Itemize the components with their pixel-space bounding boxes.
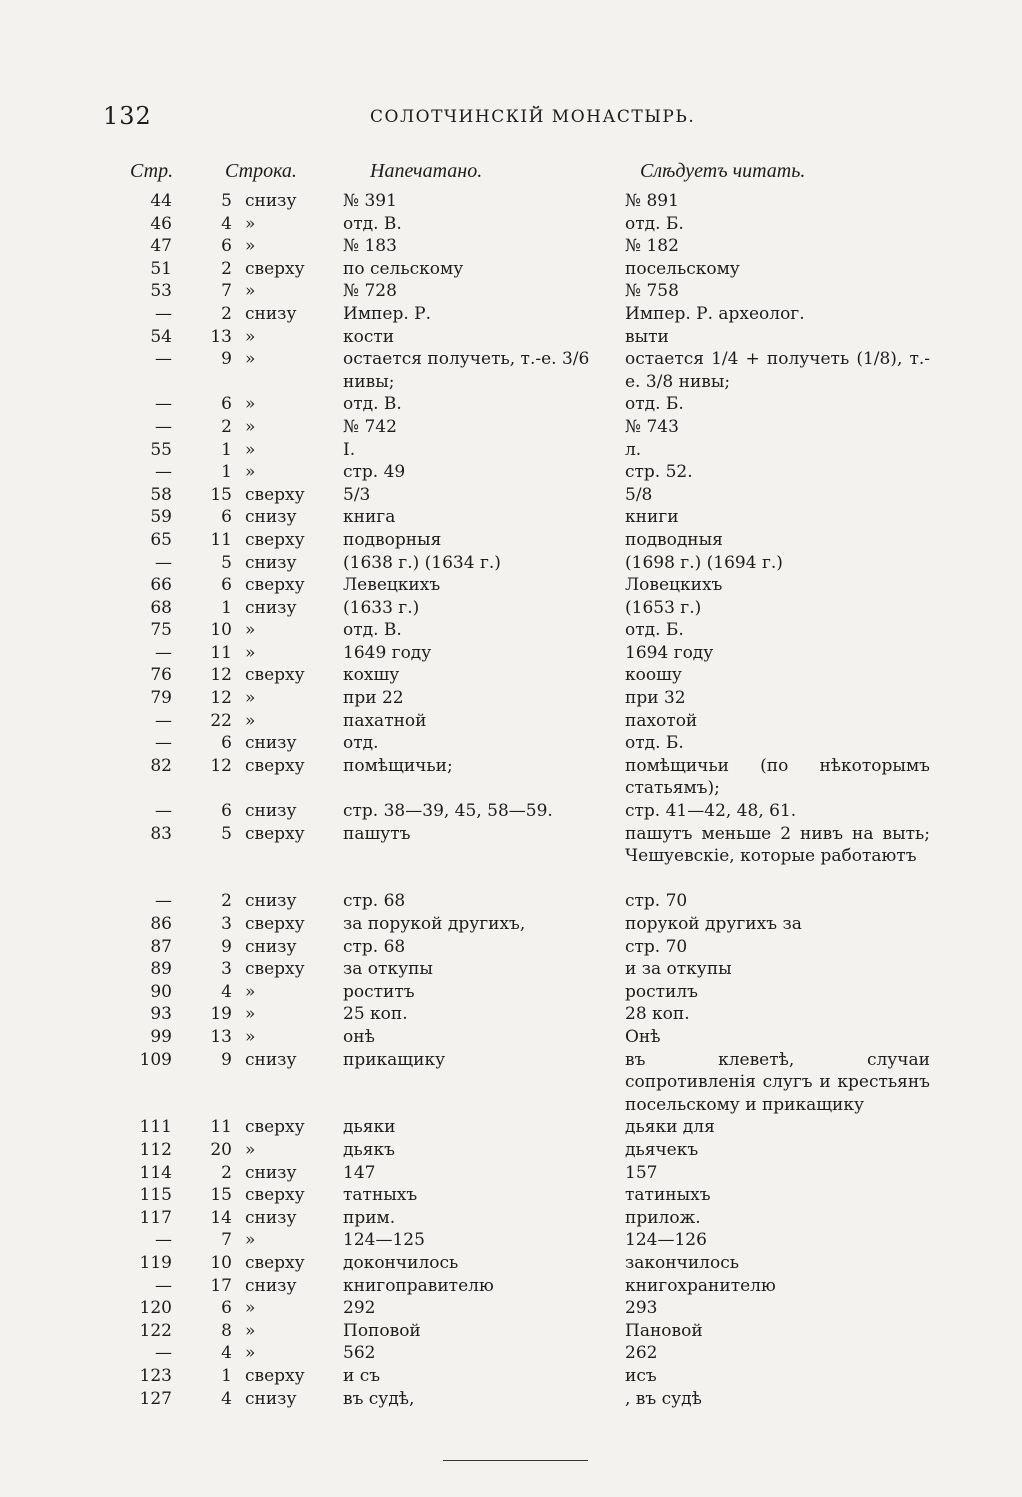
cell-correct: коошу [625, 665, 682, 686]
cell-line: 6 [221, 236, 232, 257]
cell-printed: 292 [343, 1298, 376, 1319]
cell-position: снизу [245, 1207, 297, 1228]
cell-correct: № 891 [625, 191, 679, 211]
cell-position: » [245, 688, 256, 709]
cell-line: 5 [221, 552, 232, 573]
cell-printed: № 183 [343, 236, 397, 257]
cell-position: сверху [245, 914, 305, 935]
cell-line: 14 [210, 1207, 232, 1228]
cell-position: » [245, 1004, 256, 1025]
cell-printed: стр. 38—39, 45, 58—59. [343, 801, 553, 822]
errata-row [0, 1388, 1022, 1411]
errata-row [0, 235, 1022, 258]
cell-page: — [155, 1230, 172, 1251]
cell-position: снизу [245, 891, 297, 912]
cell-line: 12 [210, 755, 232, 776]
cell-printed: дьяки [343, 1117, 396, 1138]
cell-line: 7 [221, 1230, 232, 1251]
errata-row [0, 1297, 1022, 1320]
cell-line: 2 [221, 303, 232, 324]
cell-printed: прим. [343, 1207, 396, 1228]
cell-page: — [155, 394, 172, 415]
cell-correct: татиныхъ [625, 1185, 711, 1206]
cell-position: » [245, 394, 256, 415]
cell-page: 68 [150, 597, 172, 618]
errata-row [0, 258, 1022, 281]
cell-printed: онѣ [343, 1026, 375, 1047]
cell-line: 10 [210, 1252, 232, 1273]
cell-printed: при 22 [343, 688, 404, 709]
cell-position: снизу [245, 801, 297, 822]
cell-printed: докончилось [343, 1252, 459, 1273]
errata-row [0, 1252, 1022, 1275]
cell-printed: дьякъ [343, 1139, 395, 1160]
cell-page: 46 [150, 213, 172, 234]
column-header-page: Стр. [130, 160, 174, 182]
cell-page: 117 [139, 1207, 172, 1228]
cell-correct: (1698 г.) (1694 г.) [625, 552, 783, 573]
cell-page: 54 [150, 326, 172, 347]
cell-line: 2 [221, 258, 232, 279]
cell-printed: I. [343, 439, 356, 460]
cell-correct: отд. Б. [625, 213, 684, 234]
cell-line: 4 [221, 213, 232, 234]
cell-line: 20 [210, 1139, 232, 1160]
cell-printed: и съ [343, 1365, 381, 1386]
errata-row [0, 755, 1022, 800]
cell-printed: за откупы [343, 959, 433, 980]
cell-line: 9 [221, 936, 232, 957]
cell-line: 6 [221, 575, 232, 596]
errata-row [0, 326, 1022, 349]
cell-page: 111 [139, 1117, 172, 1138]
cell-page: — [155, 1275, 172, 1296]
errata-row [0, 597, 1022, 620]
cell-position: снизу [245, 733, 297, 754]
cell-correct: 28 коп. [625, 1004, 690, 1025]
cell-printed: (1638 г.) (1634 г.) [343, 552, 501, 573]
cell-page: 119 [139, 1252, 172, 1273]
errata-row [0, 732, 1022, 755]
errata-row [0, 981, 1022, 1004]
cell-correct: при 32 [625, 688, 686, 709]
errata-row [0, 303, 1022, 326]
cell-printed: пашутъ [343, 823, 411, 844]
cell-line: 6 [221, 801, 232, 822]
cell-page: 47 [150, 236, 172, 257]
cell-correct: посельскому [625, 258, 740, 279]
cell-position: сверху [245, 575, 305, 596]
cell-line: 11 [210, 1117, 232, 1138]
cell-position: снизу [245, 507, 297, 528]
cell-line: 8 [221, 1320, 232, 1341]
errata-row [0, 1184, 1022, 1207]
cell-position: сверху [245, 1117, 305, 1138]
cell-line: 3 [221, 914, 232, 935]
cell-printed: татныхъ [343, 1185, 418, 1206]
cell-page: — [155, 349, 172, 370]
cell-line: 12 [210, 688, 232, 709]
errata-row [0, 1026, 1022, 1049]
cell-printed: № 728 [343, 281, 397, 302]
cell-line: 2 [221, 1162, 232, 1183]
cell-page: 55 [150, 439, 172, 460]
cell-correct: Ловецкихъ [625, 575, 723, 596]
cell-correct: закончилось [625, 1252, 739, 1273]
cell-printed: по сельскому [343, 258, 464, 279]
cell-line: 15 [210, 1185, 232, 1206]
cell-printed: 25 коп. [343, 1004, 408, 1025]
errata-table [0, 190, 1022, 1410]
errata-row [0, 1139, 1022, 1162]
cell-line: 22 [210, 710, 232, 731]
cell-printed: роститъ [343, 981, 415, 1002]
cell-printed: 5/3 [343, 484, 371, 505]
cell-page: 93 [150, 1004, 172, 1025]
cell-page: 120 [139, 1298, 172, 1319]
cell-line: 6 [221, 394, 232, 415]
cell-printed: книга [343, 507, 396, 528]
cell-printed: Импер. Р. [343, 303, 431, 324]
errata-row [0, 913, 1022, 936]
cell-position: » [245, 1298, 256, 1319]
cell-page: 44 [150, 191, 172, 211]
errata-row [0, 958, 1022, 981]
page-number: 132 [103, 102, 152, 130]
cell-correct: помѣщичьи (по нѣкоторымъ статьямъ); [625, 755, 930, 799]
cell-printed: остается получеть, т.-е. 3/6 нивы; [343, 349, 590, 392]
cell-correct: Пановой [625, 1320, 703, 1341]
cell-printed: отд. В. [343, 394, 402, 415]
errata-row [0, 1229, 1022, 1252]
cell-line: 1 [221, 1365, 232, 1386]
cell-printed: стр. 68 [343, 936, 406, 957]
cell-position: снизу [245, 552, 297, 573]
cell-page: 51 [150, 258, 172, 279]
cell-page: 115 [139, 1185, 172, 1206]
cell-correct: исъ [625, 1365, 657, 1386]
cell-position: снизу [245, 191, 297, 211]
cell-page: 90 [150, 981, 172, 1002]
cell-correct: Онѣ [625, 1026, 661, 1047]
cell-position: снизу [245, 303, 297, 324]
cell-correct: отд. Б. [625, 620, 684, 641]
cell-position: » [245, 710, 256, 731]
errata-row [0, 1049, 1022, 1117]
cell-correct: отд. Б. [625, 394, 684, 415]
cell-line: 9 [221, 1049, 232, 1070]
cell-line: 9 [221, 349, 232, 370]
cell-page: 114 [139, 1162, 172, 1183]
errata-row [0, 461, 1022, 484]
cell-position: сверху [245, 959, 305, 980]
errata-row [0, 416, 1022, 439]
cell-correct: (1653 г.) [625, 597, 702, 618]
errata-row [0, 800, 1022, 823]
cell-correct: и за откупы [625, 959, 732, 980]
errata-row [0, 823, 1022, 891]
cell-page: 112 [139, 1139, 172, 1160]
cell-position: » [245, 462, 256, 483]
cell-line: 6 [221, 507, 232, 528]
cell-page: 127 [139, 1388, 172, 1409]
cell-position: » [245, 642, 256, 663]
cell-position: снизу [245, 1049, 297, 1070]
cell-line: 5 [221, 823, 232, 844]
cell-page: 59 [150, 507, 172, 528]
cell-correct: 1694 году [625, 642, 714, 663]
cell-line: 19 [210, 1004, 232, 1025]
cell-page: — [155, 552, 172, 573]
cell-page: 83 [150, 823, 172, 844]
cell-correct: № 758 [625, 281, 679, 302]
errata-row [0, 1365, 1022, 1388]
cell-page: 87 [150, 936, 172, 957]
cell-printed: помѣщичьи; [343, 755, 453, 776]
cell-position: » [245, 416, 256, 437]
errata-row [0, 619, 1022, 642]
column-header-printed: Напечатано. [370, 160, 483, 182]
cell-correct: въ клеветѣ, случаи сопротивленія слугъ и крестьянъ посельскому и прикащику [625, 1049, 930, 1115]
cell-page: 76 [150, 665, 172, 686]
cell-position: » [245, 349, 256, 370]
cell-position: сверху [245, 258, 305, 279]
cell-page: — [155, 710, 172, 731]
cell-printed: стр. 68 [343, 891, 406, 912]
cell-correct: , въ судѣ [625, 1388, 702, 1409]
errata-row [0, 1003, 1022, 1026]
cell-line: 7 [221, 281, 232, 302]
cell-position: » [245, 281, 256, 302]
cell-printed: (1633 г.) [343, 597, 420, 618]
cell-position: снизу [245, 936, 297, 957]
cell-correct: ростилъ [625, 981, 698, 1002]
cell-position: » [245, 1343, 256, 1364]
cell-correct: стр. 70 [625, 891, 688, 912]
cell-correct: № 743 [625, 416, 679, 437]
cell-printed: 562 [343, 1343, 376, 1364]
cell-correct: 124—126 [625, 1230, 707, 1251]
cell-line: 6 [221, 1298, 232, 1319]
errata-row [0, 664, 1022, 687]
cell-position: снизу [245, 1162, 297, 1183]
cell-page: 86 [150, 914, 172, 935]
cell-position: » [245, 236, 256, 257]
cell-printed: въ судѣ, [343, 1388, 415, 1409]
cell-correct: книгохранителю [625, 1275, 776, 1296]
cell-line: 3 [221, 959, 232, 980]
errata-row [0, 1342, 1022, 1365]
cell-correct: дьяки для [625, 1117, 715, 1138]
errata-row [0, 1116, 1022, 1139]
cell-correct: 293 [625, 1298, 658, 1319]
cell-page: 82 [150, 755, 172, 776]
cell-printed: 124—125 [343, 1230, 425, 1251]
cell-printed: кости [343, 326, 395, 347]
cell-page: 58 [150, 484, 172, 505]
errata-row [0, 1162, 1022, 1185]
cell-page: — [155, 801, 172, 822]
cell-printed: прикащику [343, 1049, 446, 1070]
cell-printed: кохшу [343, 665, 400, 686]
cell-page: 109 [139, 1049, 172, 1070]
cell-page: — [155, 733, 172, 754]
cell-correct: 262 [625, 1343, 658, 1364]
cell-page: 65 [150, 529, 172, 550]
cell-position: сверху [245, 823, 305, 844]
errata-row [0, 710, 1022, 733]
cell-correct: порукой другихъ за [625, 914, 802, 935]
cell-line: 2 [221, 416, 232, 437]
cell-correct: 157 [625, 1162, 658, 1183]
errata-row [0, 280, 1022, 303]
cell-position: » [245, 1139, 256, 1160]
cell-correct: прилож. [625, 1207, 701, 1228]
cell-page: 122 [139, 1320, 172, 1341]
cell-position: снизу [245, 1388, 297, 1409]
cell-line: 15 [210, 484, 232, 505]
column-header-line: Строка. [225, 160, 297, 182]
cell-page: — [155, 462, 172, 483]
cell-position: сверху [245, 1365, 305, 1386]
cell-line: 10 [210, 620, 232, 641]
cell-position: » [245, 213, 256, 234]
cell-line: 2 [221, 891, 232, 912]
cell-correct: стр. 52. [625, 462, 693, 483]
cell-correct: книги [625, 507, 679, 528]
cell-printed: Левецкихъ [343, 575, 441, 596]
errata-row [0, 552, 1022, 575]
cell-line: 4 [221, 981, 232, 1002]
running-head: СОЛОТЧИНСКІЙ МОНАСТЫРЬ. [370, 107, 696, 127]
errata-row [0, 687, 1022, 710]
cell-correct: пашутъ меньше 2 нивъ на выть; Чешуевскіе, которые работаютъ [625, 823, 930, 867]
cell-page: — [155, 416, 172, 437]
cell-correct: отд. Б. [625, 733, 684, 754]
cell-position: сверху [245, 755, 305, 776]
cell-page: — [155, 1343, 172, 1364]
cell-printed: отд. В. [343, 213, 402, 234]
cell-correct: остается 1/4 + получеть (1/8), т.-е. 3/8 нивы; [625, 349, 930, 392]
cell-position: » [245, 620, 256, 641]
cell-correct: № 182 [625, 236, 679, 257]
cell-page: 79 [150, 688, 172, 709]
errata-row [0, 890, 1022, 913]
cell-position: » [245, 981, 256, 1002]
cell-line: 11 [210, 642, 232, 663]
errata-row [0, 393, 1022, 416]
cell-page: 75 [150, 620, 172, 641]
cell-page: 66 [150, 575, 172, 596]
cell-correct: дьячекъ [625, 1139, 699, 1160]
cell-position: » [245, 1320, 256, 1341]
errata-row [0, 1275, 1022, 1298]
cell-printed: стр. 49 [343, 462, 406, 483]
cell-position: » [245, 1026, 256, 1047]
cell-correct: стр. 70 [625, 936, 688, 957]
errata-row [0, 642, 1022, 665]
cell-line: 13 [210, 1026, 232, 1047]
errata-row [0, 1207, 1022, 1230]
cell-position: » [245, 326, 256, 347]
cell-line: 4 [221, 1388, 232, 1409]
cell-line: 1 [221, 462, 232, 483]
errata-row [0, 484, 1022, 507]
cell-position: » [245, 1230, 256, 1251]
cell-line: 17 [210, 1275, 232, 1296]
cell-line: 1 [221, 597, 232, 618]
column-header-correct: Слѣдуетъ читать. [640, 160, 806, 182]
cell-printed: № 391 [343, 191, 397, 211]
cell-printed: 1649 году [343, 642, 432, 663]
cell-position: снизу [245, 597, 297, 618]
cell-line: 4 [221, 1343, 232, 1364]
cell-printed: № 742 [343, 416, 397, 437]
cell-correct: 5/8 [625, 484, 653, 505]
cell-printed: пахатной [343, 710, 427, 731]
cell-line: 12 [210, 665, 232, 686]
errata-row [0, 506, 1022, 529]
cell-page: — [155, 642, 172, 663]
cell-page: — [155, 303, 172, 324]
cell-line: 13 [210, 326, 232, 347]
cell-printed: за порукой другихъ, [343, 914, 526, 935]
cell-line: 6 [221, 733, 232, 754]
cell-line: 1 [221, 439, 232, 460]
cell-position: » [245, 439, 256, 460]
cell-page: 123 [139, 1365, 172, 1386]
errata-row [0, 529, 1022, 552]
cell-page: 89 [150, 959, 172, 980]
cell-position: сверху [245, 529, 305, 550]
cell-printed: Поповой [343, 1320, 421, 1341]
errata-row [0, 348, 1022, 393]
errata-row [0, 439, 1022, 462]
cell-position: сверху [245, 665, 305, 686]
cell-printed: подворныя [343, 529, 442, 550]
cell-position: сверху [245, 484, 305, 505]
cell-printed: книгоправителю [343, 1275, 494, 1296]
cell-printed: отд. В. [343, 620, 402, 641]
errata-row [0, 190, 1022, 213]
cell-position: сверху [245, 1252, 305, 1273]
cell-position: сверху [245, 1185, 305, 1206]
cell-correct: Импер. Р. археолог. [625, 303, 805, 324]
closing-rule [443, 1460, 588, 1461]
cell-line: 11 [210, 529, 232, 550]
cell-correct: пахотой [625, 710, 698, 731]
cell-printed: 147 [343, 1162, 376, 1183]
cell-position: снизу [245, 1275, 297, 1296]
errata-row [0, 936, 1022, 959]
cell-printed: отд. [343, 733, 379, 754]
cell-page: — [155, 891, 172, 912]
cell-line: 5 [221, 191, 232, 211]
errata-row [0, 213, 1022, 236]
cell-correct: подводныя [625, 529, 723, 550]
cell-page: 53 [150, 281, 172, 302]
cell-page: 99 [150, 1026, 172, 1047]
cell-correct: стр. 41—42, 48, 61. [625, 801, 797, 822]
cell-correct: л. [625, 439, 642, 460]
cell-correct: выти [625, 326, 669, 347]
errata-row [0, 574, 1022, 597]
errata-row [0, 1320, 1022, 1343]
